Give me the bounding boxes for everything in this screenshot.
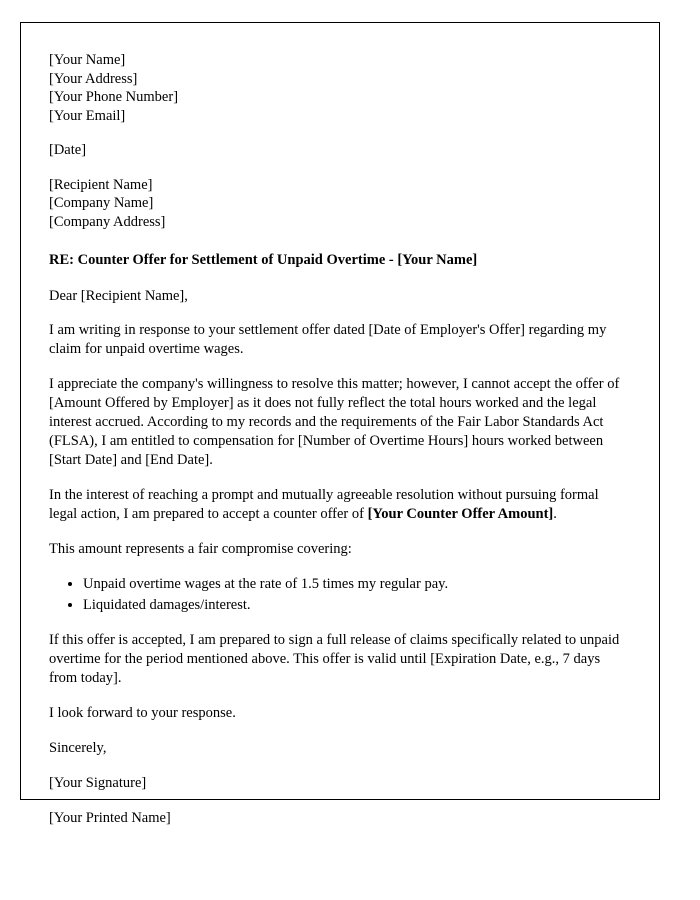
paragraph-1: I am writing in response to your settlement offer dated [Date of Employer's Offer] regarding my claim for unpaid overtime wages.	[49, 322, 607, 357]
sender-phone: [Your Phone Number]	[49, 89, 179, 105]
sender-name: [Your Name]	[49, 52, 126, 68]
paragraph-3-text-a: In the interest of reaching a prompt and mutually agreeable resolution without pursuing formal legal action, I am prepared to accept a counter offer of	[49, 487, 599, 522]
paragraph-2: I appreciate the company's willingness to resolve this matter; however, I cannot accept the offer of [Amount Offered by Employer] as it does not fully reflect the total hours worked and the legal interest accrued. According to my records and the requirements of the Fair Labor Standards Act (FLSA), I am entitled to compensation for [Number of Overtime Hours] hours worked between [Start Date] and [End Date].	[49, 376, 620, 468]
sender-block	[49, 51, 625, 125]
sender-email: [Your Email]	[49, 107, 126, 124]
paragraph-6: I look forward to your response.	[49, 705, 236, 721]
sender-address: [Your Address]	[49, 70, 138, 87]
recipient-company: [Company Name]	[49, 195, 154, 211]
closing: Sincerely,	[49, 740, 107, 756]
paragraph-3-text-b: .	[553, 506, 557, 522]
document-page	[20, 22, 660, 826]
paragraph-5: If this offer is accepted, I am prepared to sign a full release of claims specifically related to unpaid overtime for the period mentioned above. This offer is valid until [Expiration Date, e.g., 7 days from today].	[49, 632, 620, 686]
recipient-name: [Recipient Name]	[49, 176, 153, 193]
printed-name: [Your Printed Name]	[49, 810, 171, 826]
counter-offer-amount: [Your Counter Offer Amount]	[367, 506, 554, 522]
terms-list	[49, 575, 625, 615]
salutation: Dear [Recipient Name],	[49, 288, 188, 304]
list-item: • Unpaid overtime wages at the rate of 1.5 times my regular pay.	[83, 575, 625, 594]
paragraph-3	[49, 486, 625, 524]
subject-line: RE: Counter Offer for Settlement of Unpaid Overtime - [Your Name]	[49, 252, 478, 268]
date-block	[49, 141, 625, 160]
recipient-address: [Company Address]	[49, 213, 166, 230]
list-item: • Liquidated damages/interest.	[83, 596, 625, 615]
document-content	[21, 23, 659, 828]
signature-placeholder: [Your Signature]	[49, 775, 147, 791]
letter-date: [Date]	[49, 142, 87, 158]
recipient-block	[49, 176, 625, 232]
paragraph-4: This amount represents a fair compromise covering:	[49, 541, 352, 557]
